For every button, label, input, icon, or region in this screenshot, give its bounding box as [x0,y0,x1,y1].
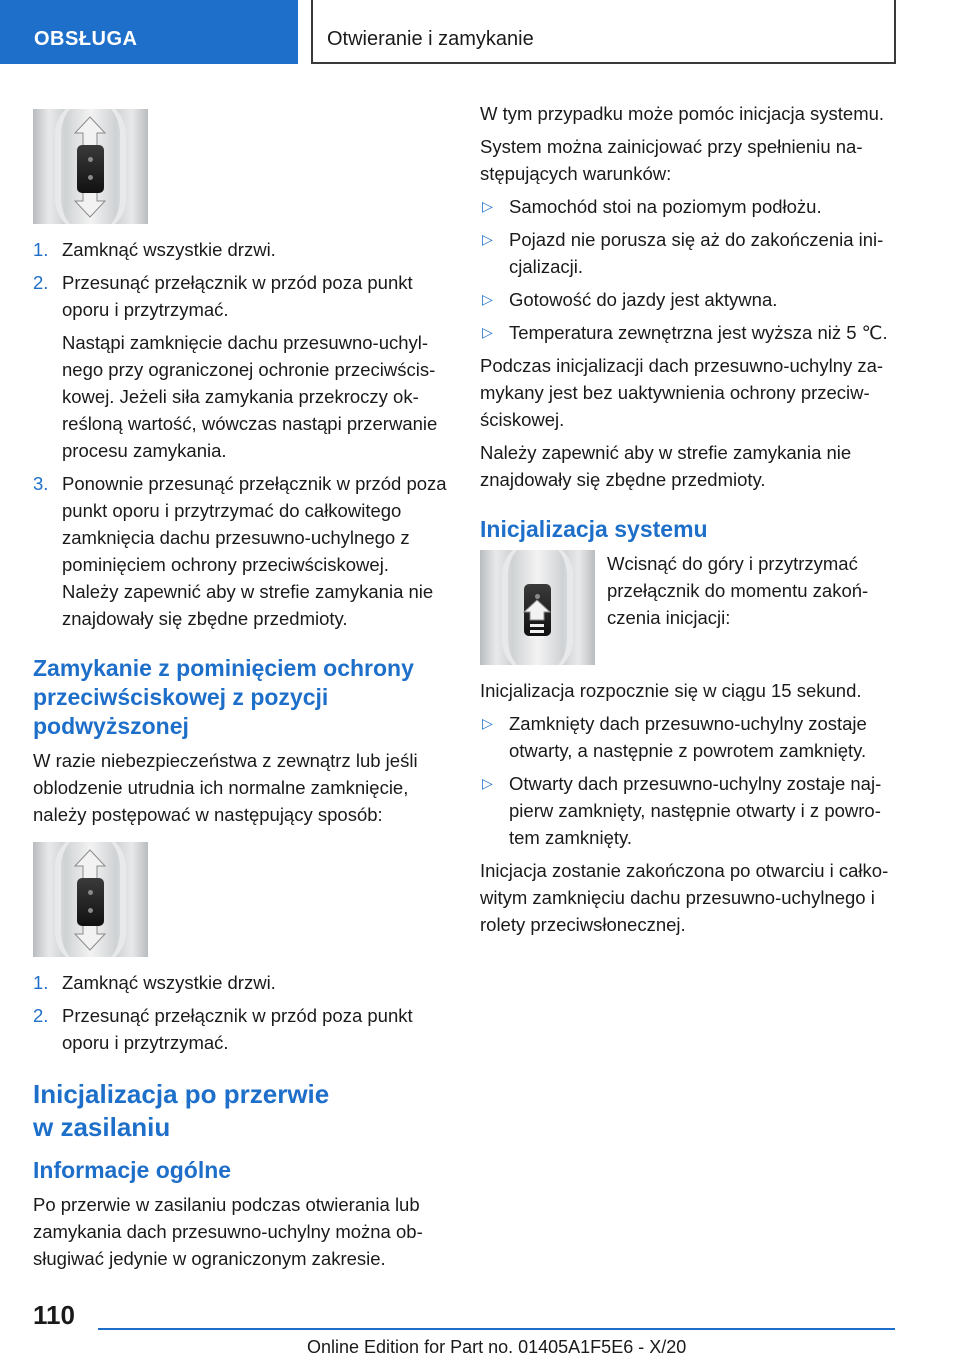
behaviour-list [480,710,895,851]
paragraph: W tym przypadku może pomóc inicjacja systemu. [480,103,885,124]
figure-caption: Wcisnąć do góry i przytrzymać przełącznik do momentu zakończenia inicjacji: [607,553,869,628]
list-item: 2. Przesunąć przełącznik w przód poza punkt oporu i przytrzymać. Nastąpi zamknięcie dachu przesuwno-uchylnego przy ograniczonej ochronie przeciwściskowej. Jeżeli siła zamykania przekroczy określoną wartość, wówczas nastąpi przerwanie procesu zamykania. [33,269,448,464]
paragraph: Inicjacja zostanie zakończona po otwarciu i całkowitym zamknięciu dachu przesuwno-uchylnego i rolety przeciwsłonecznej. [480,860,889,935]
list-item: ▷ Samochód stoi na poziomym podłożu. [482,196,822,217]
list-item: ▷ Otwarty dach przesuwno-uchylny zostaje najpierw zamknięty, następnie otwarty i z powrotem zamknięty. [482,773,882,848]
steps-list-2 [33,969,448,1056]
list-item: 1. Zamknąć wszystkie drzwi. [33,239,276,260]
switch-slide-illustration [33,842,148,957]
page-number: 110 [33,1300,75,1330]
section-heading: Inicjalizacja systemu [480,516,708,542]
list-item: ▷ Temperatura zewnętrzna jest wyższa niż 5 ℃. [482,322,888,343]
paragraph: W razie niebezpieczeństwa z zewnątrz lub jeśli oblodzenie utrudnia ich normalne zamknięcie, należy postępować w następujący sposób: [33,750,418,825]
paragraph: Podczas inicjalizacji dach przesuwno-uchylny zamykany jest bez uaktywnienia ochrony przeciwściskowej. [480,355,884,430]
steps-list-1 [33,236,448,632]
switch-slide-illustration [33,109,148,224]
right-column [480,100,895,944]
step-note: Nastąpi zamknięcie dachu przesuwno-uchylnego przy ograniczonej ochronie przeciwściskowej. Jeżeli siła zamykania przekroczy określoną wartość, wówczas nastąpi przerwanie procesu zamykania. [62,332,438,461]
chapter-heading: Inicjalizacja po przerwie w zasilaniu [33,1079,330,1142]
figure-with-text [480,550,895,665]
list-item: ▷ Zamknięty dach przesuwno-uchylny zostaje otwarty, a następnie z powrotem zamknięty. [482,713,867,761]
list-item: ▷ Pojazd nie porusza się aż do zakończenia inicjalizacji. [482,229,884,277]
section-tab: OBSŁUGA [0,0,298,64]
paragraph: System można zainicjować przy spełnieniu następujących warunków: [480,136,863,184]
section-heading: Zamykanie z pominięciem ochrony przeciwściskowej z pozycji podwyższonej [33,655,414,739]
footer-divider [98,1328,895,1330]
subsection-heading: Informacje ogólne [33,1157,232,1183]
list-item: 2. Przesunąć przełącznik w przód poza punkt oporu i przytrzymać. [33,1005,413,1053]
paragraph: Należy zapewnić aby w strefie zamykania nie znajdowały się zbędne przedmioty. [480,442,852,490]
footer-edition: Online Edition for Part no. 01405A1F5E6 - X/20 [307,1337,687,1357]
switch-press-up-illustration [480,550,595,665]
list-item: 1. Zamknąć wszystkie drzwi. [33,972,276,993]
page-header-title: Otwieranie i zamykanie [311,0,896,64]
list-item: ▷ Gotowość do jazdy jest aktywna. [482,289,778,310]
paragraph: Inicjalizacja rozpocznie się w ciągu 15 sekund. [480,680,862,701]
list-item: 3. Ponownie przesunąć przełącznik w przód poza punkt oporu i przytrzymać do całkowitego zamknięcia dachu przesuwno-uchylnego z pominięciem ochrony przeciwściskowej. Należy zapewnić aby w strefie zamykania nie znajdowały się zbędne przedmioty. [33,473,447,629]
conditions-list [480,193,895,346]
left-column [33,100,448,1278]
paragraph: Po przerwie w zasilaniu podczas otwierania lub zamykania dach przesuwno-uchylny można obsługiwać jedynie w ograniczonym zakresie. [33,1194,423,1269]
